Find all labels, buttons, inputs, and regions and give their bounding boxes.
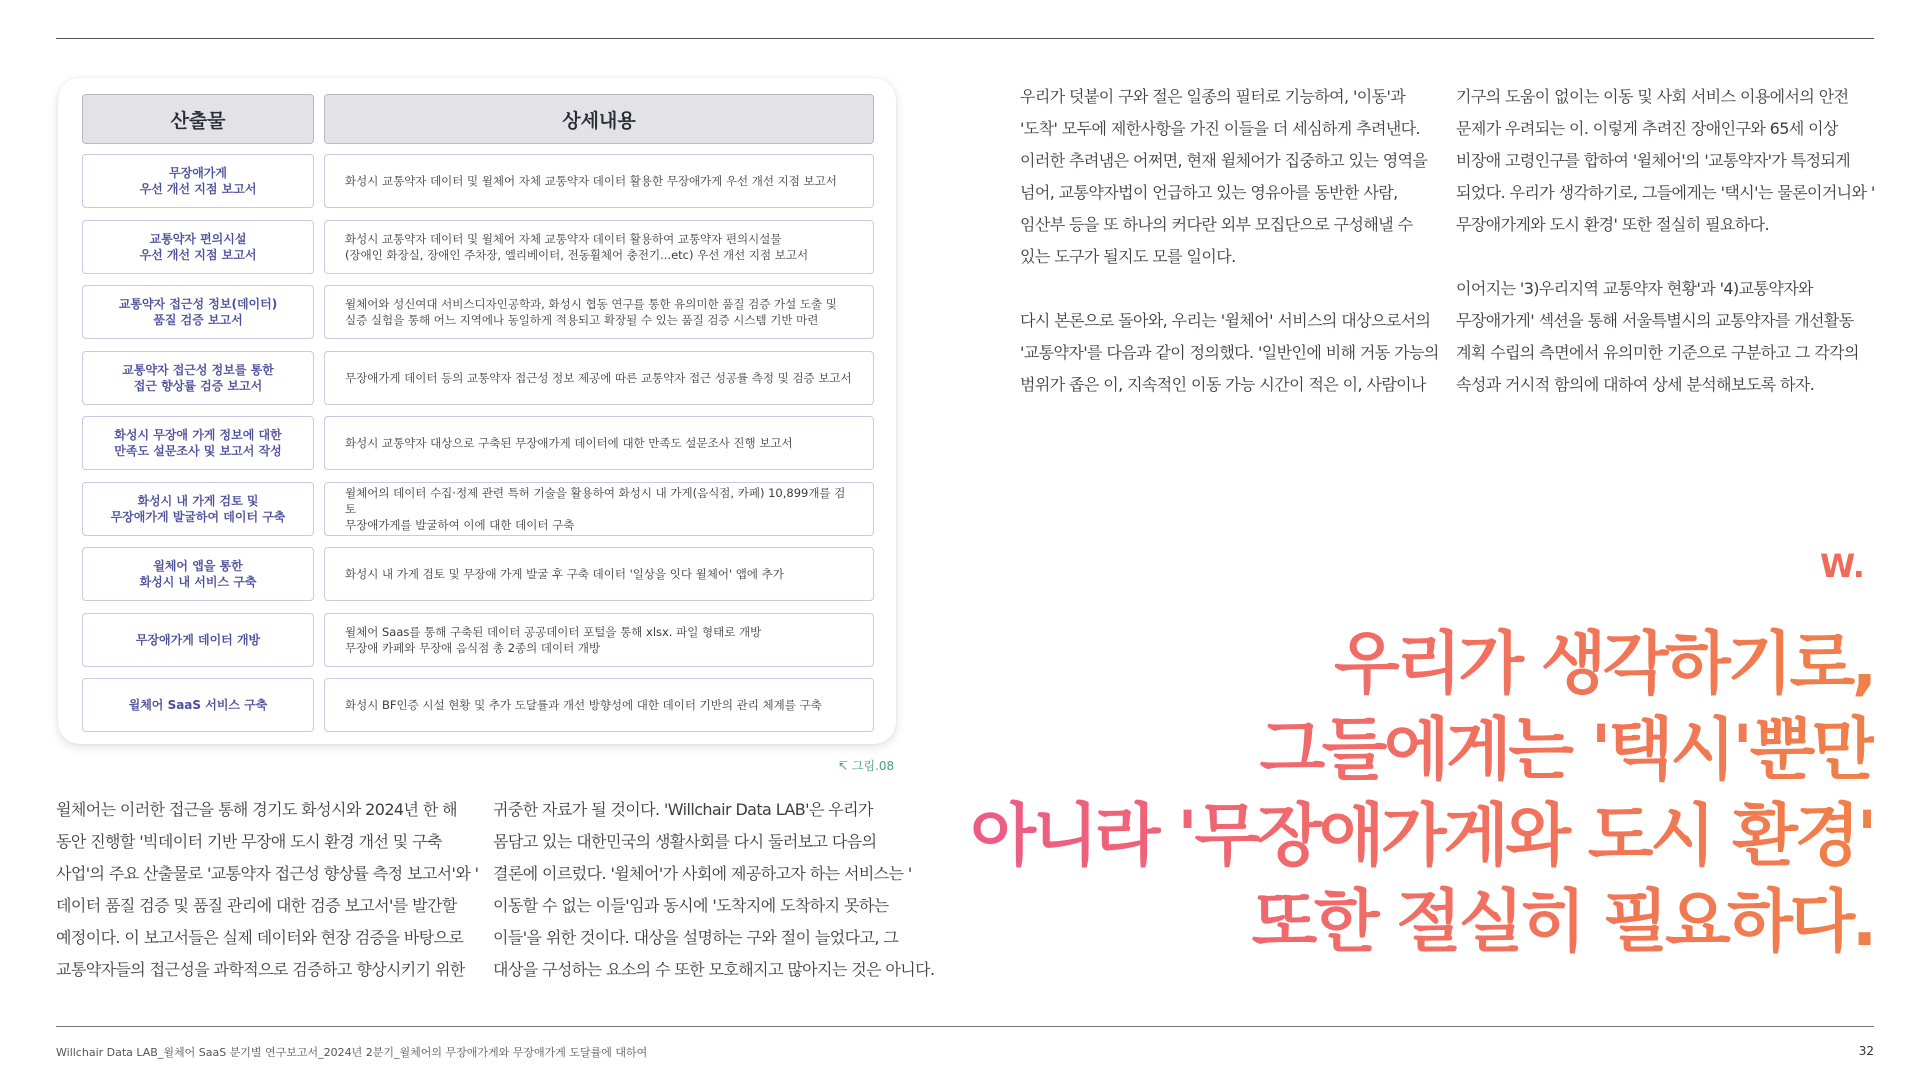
text-line: 몸담고 있는 대한민국의 생활사회를 다시 둘러보고 다음의 xyxy=(493,832,877,851)
text-line: 속성과 거시적 함의에 대하여 상세 분석해보도록 하자. xyxy=(1456,375,1815,394)
text-line xyxy=(1020,273,1439,305)
top-rule xyxy=(56,38,1874,39)
text-line: 예정이다. 이 보고서들은 실제 데이터와 현장 검증을 바탕으로 xyxy=(56,928,464,947)
text-line: 범위가 좁은 이, 지속적인 이동 가능 시간이 적은 이, 사람이나 xyxy=(1020,375,1426,394)
body-column-bottom-middle xyxy=(493,794,935,986)
deliverable-name: 화성시 무장애 가게 정보에 대한 만족도 설문조사 및 보고서 작성 xyxy=(82,416,314,470)
text-line: 되었다. 우리가 생각하기로, 그들에게는 '택시'는 물론이거니와 ' xyxy=(1456,183,1875,202)
deliverable-name: 무장애가게 우선 개선 지점 보고서 xyxy=(82,154,314,208)
text-line: 있는 도구가 될지도 모를 일이다. xyxy=(1020,247,1236,266)
body-column-top-right xyxy=(1456,81,1875,401)
body-column-bottom-left xyxy=(56,794,478,986)
text-line: 계획 수립의 측면에서 유의미한 기준으로 구분하고 그 각각의 xyxy=(1456,343,1859,362)
text-line: 문제가 우려되는 이. 이렇게 추려진 장애인구와 65세 이상 xyxy=(1456,119,1838,138)
table-row xyxy=(82,285,874,339)
text-line: 비장애 고령인구를 합하여 '윌체어'의 '교통약자'가 특정되게 xyxy=(1456,151,1851,170)
text-line: 무장애가게와 도시 환경' 또한 절실히 필요하다. xyxy=(1456,215,1769,234)
text-line: 결론에 이르렀다. '윌체어'가 사회에 제공하고자 하는 서비스는 ' xyxy=(493,864,912,883)
text-line: 사업'의 주요 산출물로 '교통약자 접근성 향상률 측정 보고서'와 ' xyxy=(56,864,479,883)
table-row xyxy=(82,416,874,470)
pull-quote-line: 아니라 '무장애가게와 도시 환경' xyxy=(970,794,1874,880)
table-row xyxy=(82,678,874,732)
text-line: 우리가 덧붙이 구와 절은 일종의 필터로 기능하여, '이동'과 xyxy=(1020,87,1406,106)
deliverable-detail: 윌체어의 데이터 수집·정제 관련 특허 기술을 활용하여 화성시 내 가게(음식점, 카페) 10,899개를 검토 무장애가게를 발굴하여 이에 대한 데이터 구축 xyxy=(324,482,874,536)
deliverable-name: 윌체어 SaaS 서비스 구축 xyxy=(82,678,314,732)
deliverable-detail: 윌체어와 성신여대 서비스디자인공학과, 화성시 협동 연구를 통한 유의미한 품질 검증 가설 도출 및 실증 실험을 통해 어느 지역에나 동일하게 적용되고 확장될 수 있는 품질 검증 시스템 기반 마련 xyxy=(324,285,874,339)
deliverable-detail: 무장애가게 데이터 등의 교통약자 접근성 정보 제공에 따른 교통약자 접근 성공률 측정 및 검증 보고서 xyxy=(324,351,874,405)
pull-quote-line: 또한 절실히 필요하다. xyxy=(970,880,1874,966)
text-line: 이어지는 '3)우리지역 교통약자 현황'과 '4)교통약자와 xyxy=(1456,279,1813,298)
deliverable-detail: 화성시 교통약자 대상으로 구축된 무장애가게 데이터에 대한 만족도 설문조사 진행 보고서 xyxy=(324,416,874,470)
deliverable-detail: 화성시 교통약자 데이터 및 윌체어 자체 교통약자 데이터 활용한 무장애가게 우선 개선 지점 보고서 xyxy=(324,154,874,208)
deliverable-detail: 윌체어 Saas를 통해 구축된 데이터 공공데이터 포털을 통해 xlsx. 파일 형태로 개방 무장애 카페와 무장애 음식점 총 2종의 데이터 개방 xyxy=(324,613,874,667)
text-line: 이들'을 위한 것이다. 대상을 설명하는 구와 절이 늘었다고, 그 xyxy=(493,928,899,947)
table-row xyxy=(82,482,874,536)
pull-quote-line: 우리가 생각하기로, xyxy=(970,622,1874,708)
header-deliverable: 산출물 xyxy=(82,94,314,144)
page-number: 32 xyxy=(1858,1044,1874,1058)
text-line: 기구의 도움이 없이는 이동 및 사회 서비스 이용에서의 안전 xyxy=(1456,87,1849,106)
deliverable-detail: 화성시 교통약자 데이터 및 윌체어 자체 교통약자 데이터 활용하여 교통약자 편의시설물 (장애인 화장실, 장애인 주차장, 엘리베이터, 전동휠체어 충전기...etc) 우선 개선 지점 보고서 xyxy=(324,220,874,274)
table-row xyxy=(82,613,874,667)
table-row xyxy=(82,220,874,274)
text-line: 동안 진행할 '빅데이터 기반 무장애 도시 환경 개선 및 구축 xyxy=(56,832,442,851)
text-line xyxy=(1456,241,1875,273)
brand-logo: W. xyxy=(1820,547,1865,585)
table-row xyxy=(82,547,874,601)
text-line: 이동할 수 없는 이들'임과 동시에 '도착지에 도착하지 못하는 xyxy=(493,896,889,915)
body-column-top-middle xyxy=(1020,81,1439,401)
deliverable-detail: 화성시 내 가게 검토 및 무장애 가게 발굴 후 구축 데이터 '일상을 잇다 윌체어' 앱에 추가 xyxy=(324,547,874,601)
deliverables-table xyxy=(58,78,896,744)
deliverable-name: 무장애가게 데이터 개방 xyxy=(82,613,314,667)
pull-quote-line: 그들에게는 '택시'뿐만 xyxy=(970,708,1874,794)
deliverable-name: 교통약자 편의시설 우선 개선 지점 보고서 xyxy=(82,220,314,274)
table-rows xyxy=(82,154,874,744)
deliverable-name: 교통약자 접근성 정보(데이터) 품질 검증 보고서 xyxy=(82,285,314,339)
text-line: 넘어, 교통약자법이 언급하고 있는 영유아를 동반한 사람, xyxy=(1020,183,1398,202)
text-line: 이러한 추려냄은 어쩌면, 현재 윌체어가 집중하고 있는 영역을 xyxy=(1020,151,1428,170)
pull-quote xyxy=(970,622,1874,966)
table-row xyxy=(82,154,874,208)
text-line: '교통약자'를 다음과 같이 정의했다. '일반인에 비해 거동 가능의 xyxy=(1020,343,1439,362)
figure-label: ↸ 그림.08 xyxy=(838,759,895,773)
text-line: 다시 본론으로 돌아와, 우리는 '윌체어' 서비스의 대상으로서의 xyxy=(1020,311,1431,330)
text-line: 임산부 등을 또 하나의 커다란 외부 모집단으로 구성해낼 수 xyxy=(1020,215,1413,234)
table-row xyxy=(82,351,874,405)
text-line: 대상을 구성하는 요소의 수 또한 모호해지고 많아지는 것은 아니다. xyxy=(493,960,935,979)
text-line: '도착' 모두에 제한사항을 가진 이들을 더 세심하게 추려낸다. xyxy=(1020,119,1421,138)
bottom-rule xyxy=(56,1026,1874,1027)
text-line: 귀중한 자료가 될 것이다. 'Willchair Data LAB'은 우리가 xyxy=(493,800,873,819)
text-line: 데이터 품질 검증 및 품질 관리에 대한 검증 보고서'를 발간할 xyxy=(56,896,457,915)
deliverable-name: 윌체어 앱을 통한 화성시 내 서비스 구축 xyxy=(82,547,314,601)
footer-title: Willchair Data LAB_윌체어 SaaS 분기별 연구보고서_2024년 2분기_윌체어의 무장애가게와 무장애가게 도달률에 대하여 xyxy=(56,1046,648,1059)
text-line: 윌체어는 이러한 접근을 통해 경기도 화성시와 2024년 한 해 xyxy=(56,800,458,819)
deliverable-name: 교통약자 접근성 정보를 통한 접근 향상률 검증 보고서 xyxy=(82,351,314,405)
text-line: 교통약자들의 접근성을 과학적으로 검증하고 향상시키기 위한 xyxy=(56,960,465,979)
header-details: 상세내용 xyxy=(324,94,874,144)
deliverable-detail: 화성시 BF인증 시설 현황 및 추가 도달률과 개선 방향성에 대한 데이터 기반의 관리 체계를 구축 xyxy=(324,678,874,732)
text-line: 무장애가게' 섹션을 통해 서울특별시의 교통약자를 개선활동 xyxy=(1456,311,1854,330)
deliverable-name: 화성시 내 가게 검토 및 무장애가게 발굴하여 데이터 구축 xyxy=(82,482,314,536)
